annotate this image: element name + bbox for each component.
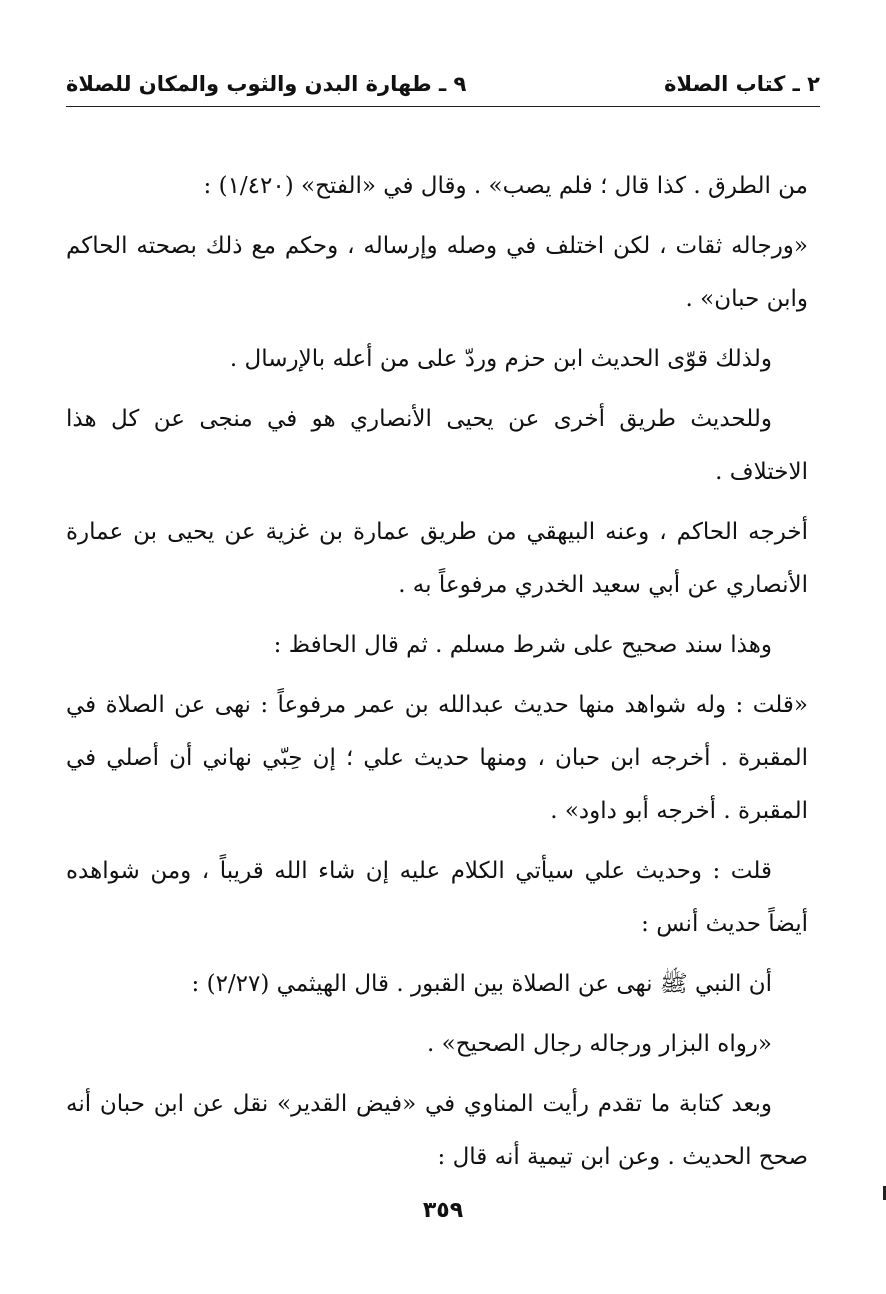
paragraph-hadith-ali: قلت : وحديث علي سيأتي الكلام عليه إن شاء الله قريباً ، ومن شواهده أيضاً حديث أنس :: [66, 858, 808, 937]
paragraph-ibn-hazm: ولذلك قوّى الحديث ابن حزم وردّ على من أعله بالإرسال .: [229, 346, 772, 372]
chapter-title: ٢ ـ كتاب الصلاة: [664, 72, 820, 96]
body-text: [66, 160, 808, 1191]
paragraph-hakim-bayhaqi: أخرجه الحاكم ، وعنه البيهقي من طريق عمارة بن غزية عن يحيى بن عمارة الأنصاري عن أبي سعيد الخدري مرفوعاً به .: [66, 519, 809, 598]
paragraph-continuation: من الطرق . كذا قال ؛ فلم يصب» . وقال في «الفتح» (١/٤٢٠) :: [203, 173, 808, 199]
paragraph-hadith-anas: أن النبي ﷺ نهى عن الصلاة بين القبور . قال الهيثمي (٢/٢٧) :: [191, 971, 772, 997]
running-header: [66, 66, 820, 107]
paragraph-sanad: وهذا سند صحيح على شرط مسلم . ثم قال الحافظ :: [273, 632, 772, 658]
paragraph-munawi: وبعد كتابة ما تقدم رأيت المناوي في «فيض القدير» نقل عن ابن حبان أنه صحح الحديث . وعن ابن تيمية أنه قال :: [66, 1091, 808, 1170]
quote-shawahid: «قلت : وله شواهد منها حديث عبدالله بن عمر مرفوعاً : نهى عن الصلاة في المقبرة . أخرجه ابن حبان ، ومنها حديث علي ؛ إن حِبّي نهاني أن أصلي في المقبرة . أخرجه أبو داود» .: [66, 692, 808, 824]
quote-bazzar: «رواه البزار ورجاله رجال الصحيح» .: [427, 1031, 772, 1057]
page-number: ٣٥٩: [422, 1198, 464, 1223]
quote-ibn-hajar: «ورجاله ثقات ، لكن اختلف في وصله وإرساله ، وحكم مع ذلك بصحته الحاكم وابن حبان» .: [66, 233, 808, 312]
section-title: ٩ ـ طهارة البدن والثوب والمكان للصلاة: [66, 72, 467, 96]
paragraph-another-route: وللحديث طريق أخرى عن يحيى الأنصاري هو في منجى عن كل هذا الاختلاف .: [66, 406, 808, 485]
